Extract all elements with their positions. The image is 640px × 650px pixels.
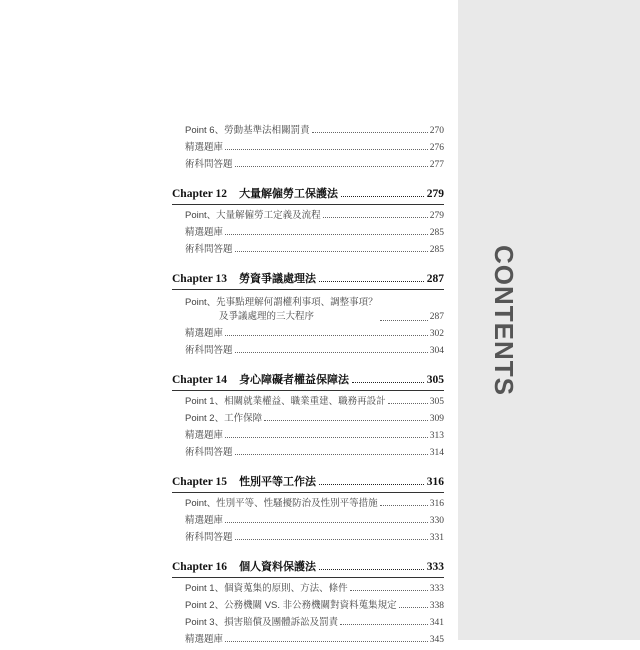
leader-dots [264, 419, 428, 421]
chapter-heading-13[interactable] [172, 264, 444, 290]
chapter-title: 身心障礙者權益保障法 [239, 373, 350, 386]
toc-entry[interactable] [172, 243, 444, 260]
toc-entry-page: 285 [429, 228, 444, 238]
toc-entry-label [185, 296, 378, 324]
toc-entry-label: 精選題庫 [185, 634, 224, 645]
chapter-heading-12[interactable] [172, 179, 444, 205]
chapter-number: Chapter 16 [172, 561, 228, 573]
chapter-page: 333 [426, 561, 444, 573]
toc-entry-page: 285 [429, 245, 444, 255]
toc-entry-page: 276 [429, 143, 444, 153]
toc-entry-label: Point 3、損害賠償及團體訴訟及罰責 [185, 617, 339, 628]
toc-entry[interactable] [172, 412, 444, 429]
leader-dots [323, 216, 428, 218]
toc-entry-page: 314 [429, 448, 444, 458]
chapter-heading-15[interactable] [172, 467, 444, 493]
toc-entry-label: Point 2、公務機關 VS. 非公務機關對資料蒐集規定 [185, 600, 397, 611]
toc-entry-page: 330 [429, 516, 444, 526]
toc-entry[interactable] [172, 344, 444, 361]
leader-dots [319, 568, 424, 570]
toc-entry[interactable] [172, 497, 444, 514]
toc-entry-page: 338 [429, 601, 444, 611]
leader-dots [225, 521, 428, 523]
leader-dots [399, 606, 428, 608]
chapter-heading-14[interactable] [172, 365, 444, 391]
toc-entry[interactable] [172, 294, 444, 327]
chapter-number: Chapter 14 [172, 374, 228, 386]
toc-entry-page: 302 [429, 329, 444, 339]
table-of-contents [172, 124, 444, 650]
toc-entry[interactable] [172, 209, 444, 226]
leader-dots [225, 334, 428, 336]
toc-entry-page: 331 [429, 533, 444, 543]
toc-entry-page: 309 [429, 414, 444, 424]
toc-entry-label: 術科問答題 [185, 345, 233, 356]
toc-entry-label: 精選題庫 [185, 430, 224, 441]
toc-entry-page: 270 [429, 126, 444, 136]
chapter-title: 勞資爭議處理法 [239, 272, 317, 285]
chapter-page: 287 [426, 273, 444, 285]
toc-entry[interactable] [172, 514, 444, 531]
toc-entry[interactable] [172, 395, 444, 412]
leader-dots [235, 538, 428, 540]
toc-entry[interactable] [172, 429, 444, 446]
leader-dots [225, 640, 428, 642]
toc-entry-page: 304 [429, 346, 444, 356]
side-tab-label-wrap [458, 0, 548, 640]
toc-entry[interactable] [172, 446, 444, 463]
leader-dots [319, 483, 424, 485]
leader-dots [225, 233, 428, 235]
toc-entry[interactable] [172, 141, 444, 158]
toc-entry-page: 313 [429, 431, 444, 441]
chapter-title: 大量解僱勞工保護法 [239, 187, 339, 200]
toc-entry-label: Point 1、個資蒐集的原則、方法、條件 [185, 583, 348, 594]
toc-entry[interactable] [172, 327, 444, 344]
toc-entry-label: 精選題庫 [185, 142, 224, 153]
leader-dots [225, 436, 428, 438]
leader-dots [235, 250, 428, 252]
leader-dots [319, 280, 424, 282]
chapter-page: 279 [426, 188, 444, 200]
toc-entry[interactable] [172, 158, 444, 175]
side-tab-label: CONTENTS [488, 244, 519, 396]
toc-entry-label: Point 1、相關就業權益、職業重建、職務再設計 [185, 396, 386, 407]
leader-dots [235, 165, 428, 167]
toc-entry-label: 精選題庫 [185, 515, 224, 526]
leader-dots [312, 131, 428, 133]
leader-dots [341, 195, 424, 197]
toc-entry-label: 術科問答題 [185, 532, 233, 543]
leader-dots [380, 319, 428, 321]
toc-entry-label: Point、大量解僱勞工定義及流程 [185, 210, 321, 221]
toc-entry-label-line2: 及爭議處理的三大程序 [219, 311, 315, 322]
leader-dots [235, 351, 428, 353]
chapter-page: 305 [426, 374, 444, 386]
toc-entry[interactable] [172, 599, 444, 616]
toc-entry-page: 341 [429, 618, 444, 628]
toc-entry-label: 精選題庫 [185, 328, 224, 339]
toc-entry-label: 精選題庫 [185, 227, 224, 238]
leader-dots [380, 504, 428, 506]
toc-entry-label: Point 6、勞動基準法相關罰責 [185, 125, 310, 136]
chapter-number: Chapter 15 [172, 476, 228, 488]
toc-entry-page: 277 [429, 160, 444, 170]
toc-entry-label: Point、性別平等、性騷擾防治及性別平等措施 [185, 498, 378, 509]
chapter-title: 個人資料保護法 [239, 560, 317, 573]
toc-entry-label: 術科問答題 [185, 244, 233, 255]
toc-entry[interactable] [172, 616, 444, 633]
chapter-page: 316 [426, 476, 444, 488]
leader-dots [388, 402, 428, 404]
chapter-title: 性別平等工作法 [239, 475, 317, 488]
leader-dots [235, 453, 428, 455]
toc-entry-label: 術科問答題 [185, 159, 233, 170]
chapter-number: Chapter 13 [172, 273, 228, 285]
leader-dots [352, 381, 424, 383]
toc-entry[interactable] [172, 582, 444, 599]
toc-entry-page: 279 [429, 211, 444, 221]
toc-entry-label: Point 2、工作保障 [185, 413, 263, 424]
toc-entry[interactable] [172, 633, 444, 650]
toc-entry[interactable] [172, 124, 444, 141]
toc-entry-page: 345 [429, 635, 444, 645]
toc-entry-page: 287 [429, 312, 444, 322]
leader-dots [350, 589, 428, 591]
leader-dots [340, 623, 428, 625]
toc-entry-page: 316 [429, 499, 444, 509]
toc-entry[interactable] [172, 531, 444, 548]
toc-entry-label: 術科問答題 [185, 447, 233, 458]
chapter-heading-16[interactable] [172, 552, 444, 578]
toc-entry[interactable] [172, 226, 444, 243]
leader-dots [225, 148, 428, 150]
chapter-number: Chapter 12 [172, 188, 228, 200]
toc-entry-label-line1: Point、先事點理解何謂權利事項、調整事項？ [185, 297, 378, 308]
toc-entry-page: 333 [429, 584, 444, 594]
toc-entry-page: 305 [429, 397, 444, 407]
